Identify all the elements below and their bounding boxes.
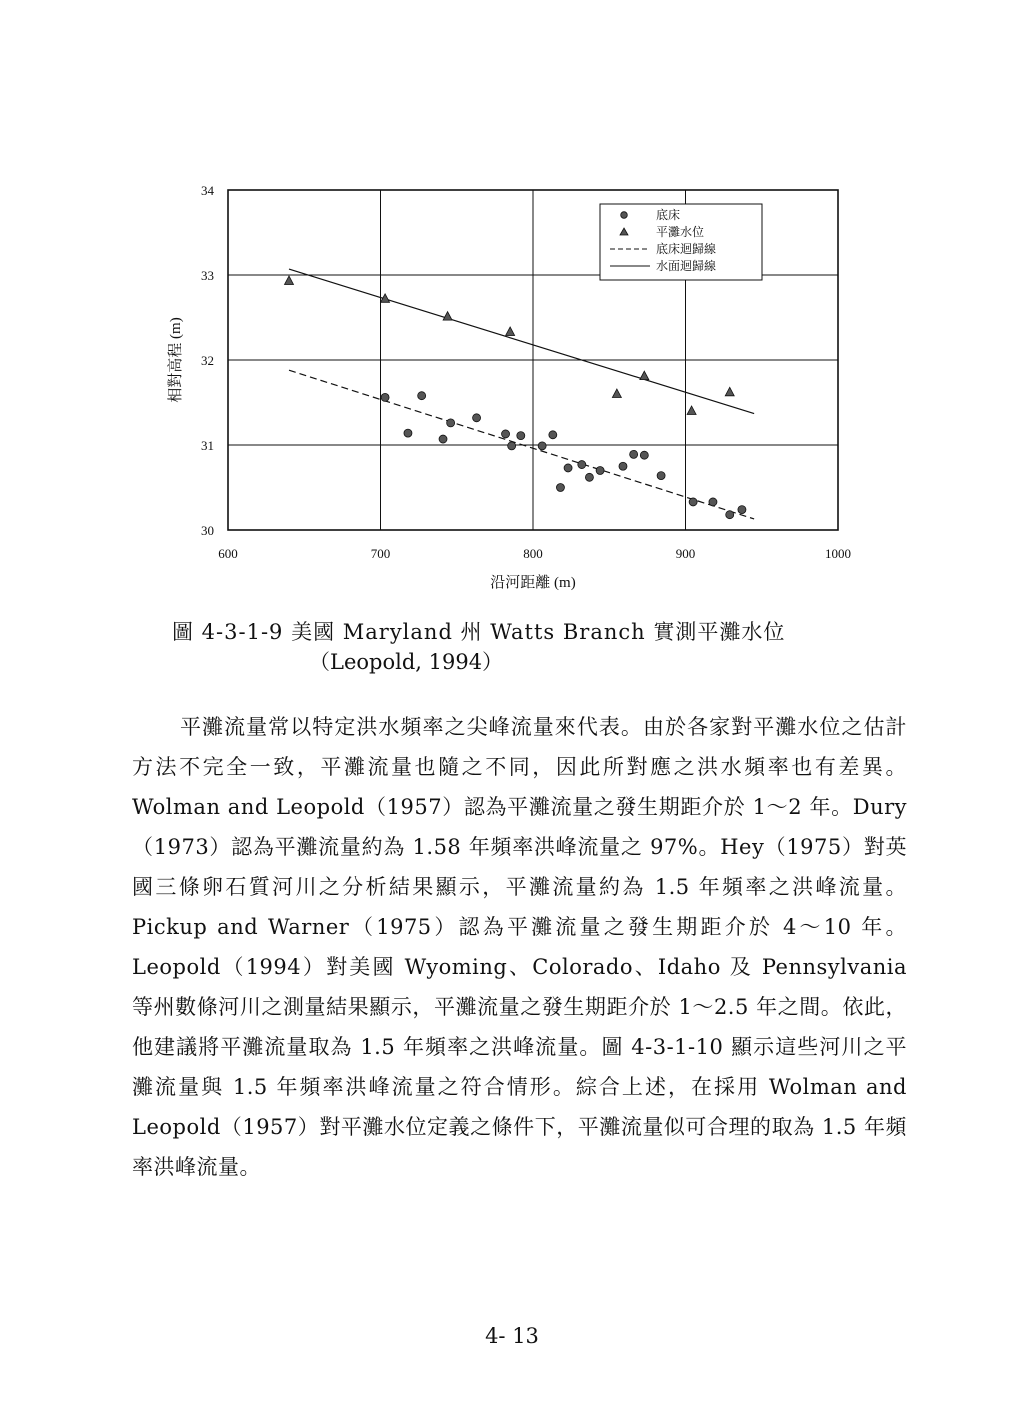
bed-point	[538, 442, 546, 450]
bed-point	[738, 506, 746, 514]
legend-label-bed: 底床	[656, 208, 681, 222]
bed-point	[657, 472, 665, 480]
bankfull-point	[285, 276, 294, 285]
bed-point	[381, 393, 389, 401]
y-tick-label: 31	[201, 438, 214, 453]
bed-point	[517, 432, 525, 440]
y-tick-label: 30	[201, 523, 214, 538]
bed-point	[585, 473, 593, 481]
x-axis-ticks	[218, 546, 851, 561]
bed-point	[404, 429, 412, 437]
regression-lines	[289, 269, 754, 519]
y-axis-label: 相對高程 (m)	[168, 317, 184, 403]
bed-point	[556, 484, 564, 492]
x-tick-label: 700	[370, 546, 391, 561]
y-axis-ticks	[201, 183, 215, 538]
surface-regression-line	[289, 269, 754, 414]
caption-line-1: 圖 4-3-1-9 美國 Maryland 州 Watts Branch 實測平灘水位	[172, 620, 786, 644]
bed-point	[473, 414, 481, 422]
x-tick-label: 600	[218, 546, 238, 561]
bed-point	[508, 442, 516, 450]
bed-point	[564, 464, 572, 472]
bankfull-point	[725, 387, 734, 396]
bed-point	[418, 392, 426, 400]
legend-label-bed-regression: 底床迴歸線	[656, 242, 717, 256]
x-tick-label: 800	[523, 546, 543, 561]
bankfull-point	[640, 371, 649, 380]
legend	[600, 204, 762, 280]
bed-point	[502, 430, 510, 438]
x-axis-label: 沿河距離 (m)	[490, 575, 576, 591]
bed-point	[726, 511, 734, 519]
bed-point	[709, 498, 717, 506]
x-tick-label: 1000	[825, 546, 851, 561]
legend-circle-icon	[621, 212, 628, 219]
y-tick-label: 33	[201, 268, 214, 283]
bankfull-point	[443, 312, 452, 321]
bed-point	[689, 498, 697, 506]
bed-point	[640, 451, 648, 459]
legend-label-surface-regression: 水面迴歸線	[656, 259, 717, 273]
bankfull-point	[506, 327, 515, 336]
legend-label-bankfull: 平灘水位	[656, 225, 705, 239]
bed-point	[630, 450, 638, 458]
bankfull-point	[687, 406, 696, 415]
scatter-chart	[150, 170, 870, 610]
body-paragraph: 平灘流量常以特定洪水頻率之尖峰流量來代表。由於各家對平灘水位之估計方法不完全一致，平灘流量也隨之不同，因此所對應之洪水頻率也有差異。Wolman and Leopold（1957）認為平灘流量之發生期距介於 1～2 年。Dury（1973）認為平灘流量約為 1.58 年頻率洪峰流量之 97%。Hey（1975）對英國三條卵石質河川之分析結果顯示，平灘流量約為 1.5 年頻率之洪峰流量。Pickup and Warner（1975）認為平灘流量之發生期距介於 4～10 年。Leopold（1994）對美國 Wyoming、Colorado、Idaho 及 Pennsylvania 等州數條河川之測量結果顯示，平灘流量之發生期距介於 1～2.5 年之間。依此，他建議將平灘流量取為 1.5 年頻率之洪峰流量。圖 4-3-1-10 顯示這些河川之平灘流量與 1.5 年頻率洪峰流量之符合情形。綜合上述，在採用 Wolman and Leopold（1957）對平灘水位定義之條件下，平灘流量似可合理的取為 1.5 年頻率洪峰流量。	[132, 715, 907, 1179]
bed-point	[549, 431, 557, 439]
x-tick-label: 900	[675, 546, 696, 561]
y-tick-label: 32	[201, 353, 214, 368]
bed-point	[578, 461, 586, 469]
bed-point	[596, 467, 604, 475]
figure-caption	[172, 617, 932, 677]
bed-point	[439, 435, 447, 443]
y-tick-label: 34	[201, 183, 214, 198]
data-points	[285, 276, 746, 519]
page-number: 4- 13	[485, 1324, 539, 1348]
bed-point	[447, 419, 455, 427]
bed-point	[619, 462, 627, 470]
bankfull-point	[612, 389, 621, 398]
caption-line-2: （Leopold, 1994）	[309, 650, 504, 674]
